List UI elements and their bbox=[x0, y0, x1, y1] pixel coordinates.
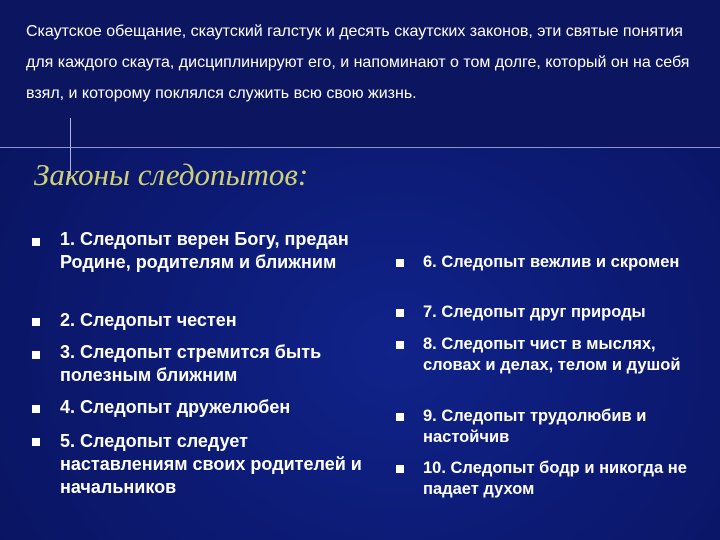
law-item-8: 8. Следопыт чист в мыслях, словах и делах, телом и душой bbox=[423, 335, 681, 374]
law-item-7: 7. Следопыт друг природы bbox=[423, 303, 646, 321]
law-item-4: 4. Следопыт дружелюбен bbox=[60, 397, 291, 417]
law-item-9: 9. Следопыт трудолюбив и настойчив bbox=[423, 407, 647, 446]
divider-line bbox=[0, 147, 720, 148]
bullet-square-icon bbox=[396, 413, 404, 421]
bullet-square-icon bbox=[32, 405, 40, 413]
law-item-10: 10. Следопыт бодр и никогда не падает духом bbox=[423, 459, 687, 498]
bullet-square-icon bbox=[396, 259, 404, 267]
law-item-3: 3. Следопыт стремится быть полезным ближним bbox=[60, 342, 322, 385]
law-item-6: 6. Следопыт вежлив и скромен bbox=[423, 253, 680, 271]
bullet-square-icon bbox=[396, 309, 404, 317]
law-item-2: 2. Следопыт честен bbox=[60, 310, 237, 330]
law-item-1: 1. Следопыт верен Богу, предан Родине, родителям и ближним bbox=[60, 229, 349, 272]
page-title: Законы следопытов: bbox=[34, 157, 309, 192]
bullet-square-icon bbox=[32, 351, 40, 359]
intro-paragraph: Скаутское обещание, скаутский галстук и десять скаутских законов, эти святые понятия для каждого скаута, дисциплинируют его, и напоминают о том долге, который он на себя взял, и которому поклялся служить всю свою жизнь. bbox=[26, 23, 690, 102]
bullet-square-icon bbox=[32, 438, 40, 446]
bullet-square-icon bbox=[32, 238, 40, 246]
law-item-5: 5. Следопыт следует наставлениям своих родителей и начальников bbox=[60, 431, 362, 497]
bullet-square-icon bbox=[32, 318, 40, 326]
bullet-square-icon bbox=[396, 465, 404, 473]
bullet-square-icon bbox=[396, 341, 404, 349]
